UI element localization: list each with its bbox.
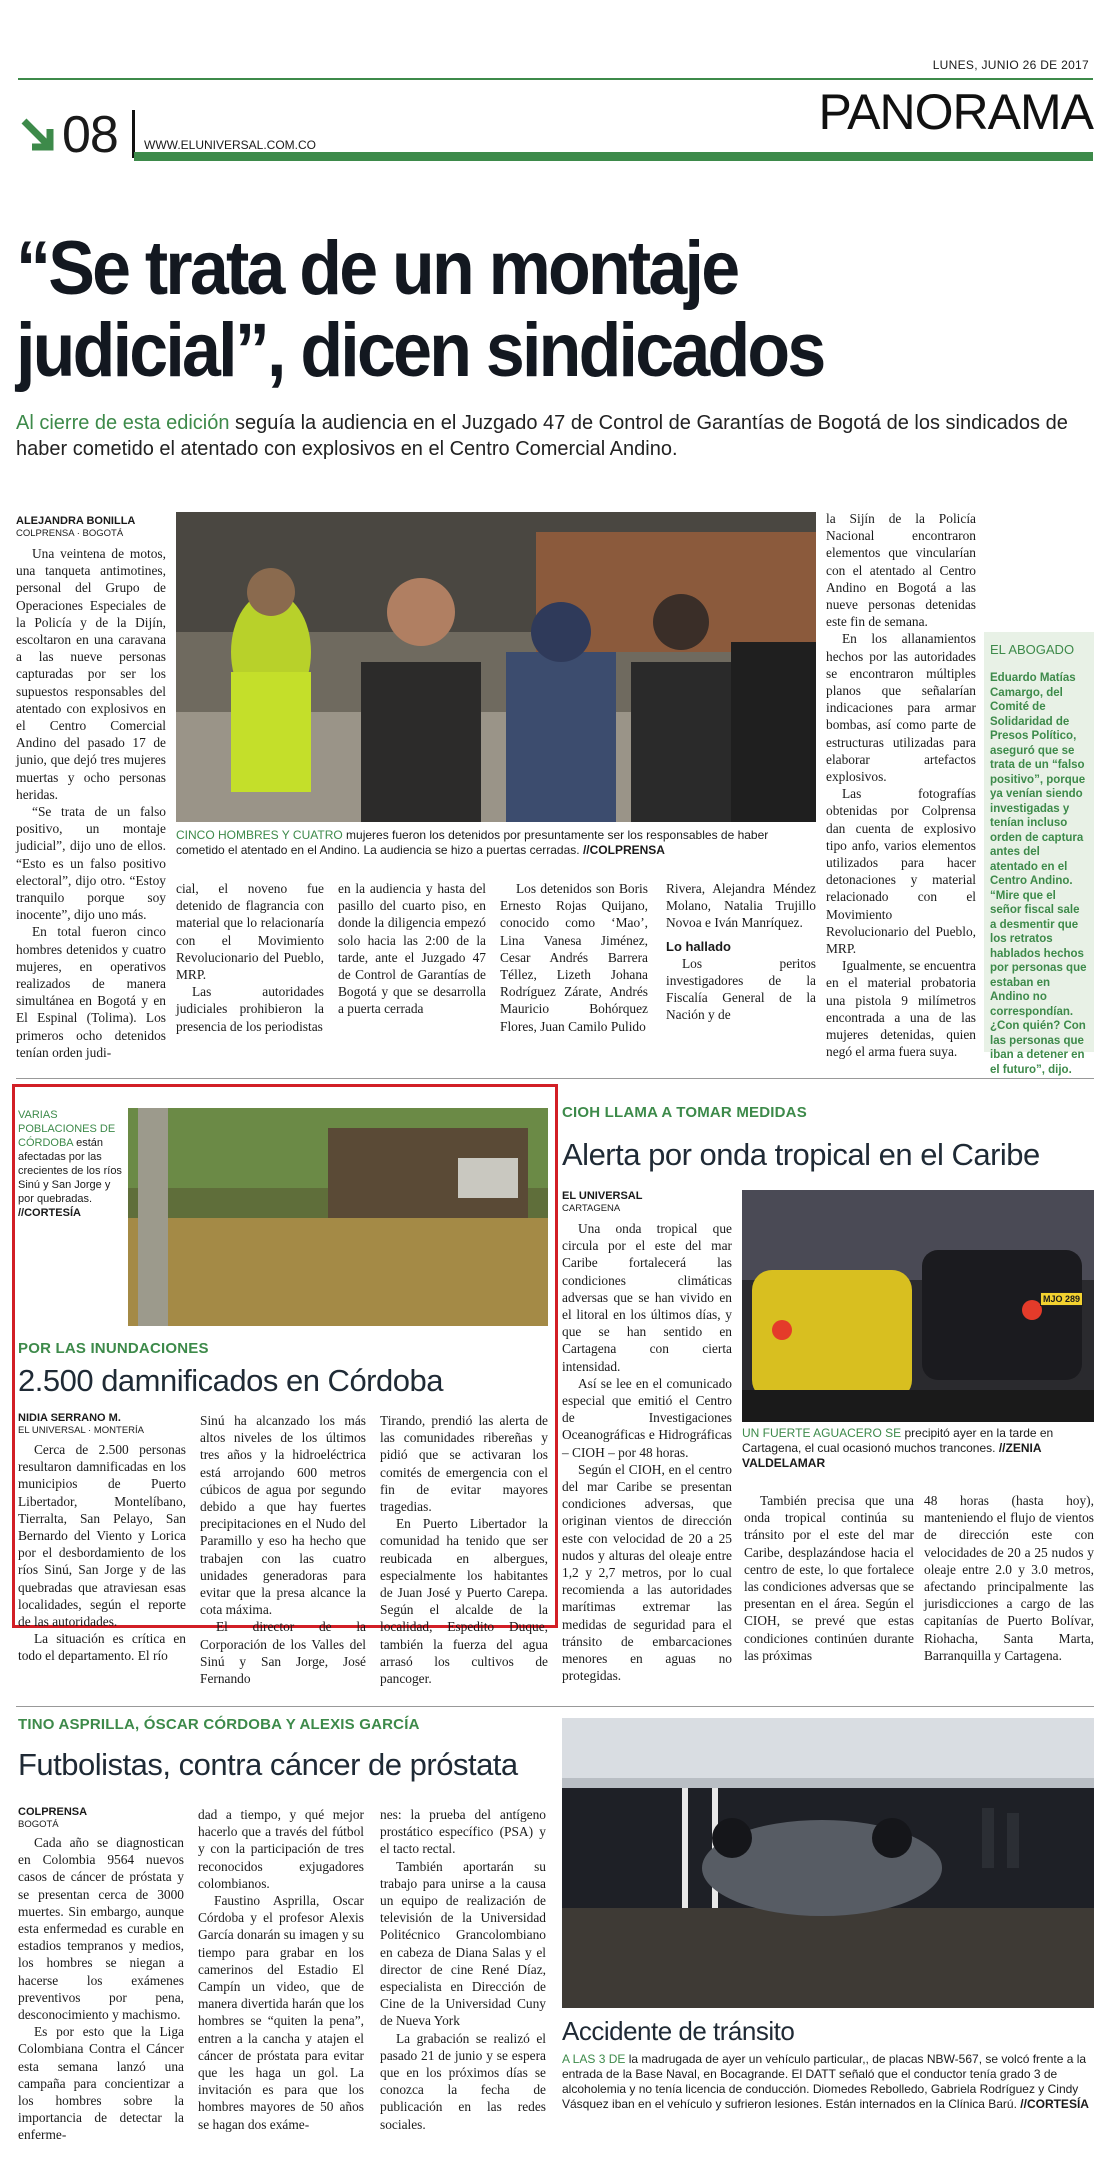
paragraph: Tirando, prendió las alerta de las comunidades ribereñas y pidió que se activaran los comités de emergencia con el fin de evitar mayores tragedias. xyxy=(380,1413,548,1515)
cordoba-byline xyxy=(18,1412,186,1441)
paragraph: nes: la prueba del antígeno prostático específico (PSA) y el tacto rectal. xyxy=(380,1807,546,1857)
futbol-column-3 xyxy=(380,1806,546,2133)
paragraph: Los peritos investigadores de la Fiscalía General de la Nación y de xyxy=(666,955,816,1023)
paragraph: Rivera, Alejandra Méndez Molano, Natalia Trujillo Novoa e Iván Manríquez. xyxy=(666,881,816,931)
futbol-kicker: TINO ASPRILLA, ÓSCAR CÓRDOBA Y ALEXIS GARCÍA xyxy=(18,1716,420,1733)
paragraph: Una veintena de motos, una tanqueta antimotines, personal del Grupo de Operaciones Especiales de la Policía y de la Dijín, escoltaron en una caravana a las nueve personas capturadas por ser los supuestos responsables del atentado con explosivos en el Centro Comercial Andino del pasado 17 de junio, que dejó tres mujeres muertas y ocho personas heridas. xyxy=(16,546,166,802)
cordoba-headline: 2.500 damnificados en Córdoba xyxy=(18,1363,443,1398)
sidebar-title: EL ABOGADO xyxy=(990,642,1075,657)
paragraph: 48 horas (hasta hoy), manteniendo el flujo de vientos de dirección este con velocidades de 20 a 25 nudos y oleaje entre 2.0 y 3.0 metros, afectando principalmente las jurisdicciones a cargo de las capitanías de Puerto Bolívar, Riohacha, Santa Marta, Barranquilla y Cartagena. xyxy=(924,1493,1094,1663)
accident-headline: Accidente de tránsito xyxy=(562,2016,795,2046)
arrow-icon xyxy=(20,117,54,151)
futbol-headline: Futbolistas, contra cáncer de próstata xyxy=(18,1747,518,1782)
deck-text: seguía la audiencia en el Juzgado 47 de Control de Garantías de Bogotá de los sindicados de haber cometido el atentado con explosivos en el Centro Comercial Andino. xyxy=(16,412,1068,460)
headline xyxy=(16,228,1010,392)
accident-caption xyxy=(562,2052,1094,2112)
caribe-column-1 xyxy=(562,1220,732,1684)
sidebar-text: Eduardo Matías Camargo, del Comité de Solidaridad de Presos Político, aseguró que se trata de un “falso positivo”, porque ya venían siendo investigadas y tenían incluso orden de captura antes del atentado en el Centro Andino. “Mire que el señor fiscal sale a desmentir que los retratos hablados hechos por personas que estaban en Andino no correspondían. ¿Con quién? Con las personas que iban a detener en el futuro”, dijo. xyxy=(990,672,1087,1076)
section-rule-top xyxy=(18,78,1093,80)
caribe-kicker: CIOH LLAMA A TOMAR MEDIDAS xyxy=(562,1104,807,1121)
caribe-column-3 xyxy=(924,1492,1094,1664)
lead-column-4 xyxy=(500,880,648,1035)
lead-photo xyxy=(176,512,816,822)
caption-lead: CINCO HOMBRES Y CUATRO xyxy=(176,828,343,842)
paragraph: Así se lee en el comunicado especial que emitió el Centro de Investigaciones Oceanográficas e Hidrográficas – CIOH – por 48 horas. xyxy=(562,1375,732,1460)
paragraph: La situación es crítica en todo el departamento. El río xyxy=(18,1631,186,1664)
caption-text: están afectadas por las crecientes de los ríos Sinú y San Jorge y por quebradas. xyxy=(18,1137,122,1205)
lead-column-2 xyxy=(176,880,324,1035)
cordoba-column-2 xyxy=(200,1412,366,1687)
lead-photo-caption xyxy=(176,828,816,858)
byline-author: COLPRENSA xyxy=(18,1806,88,1818)
futbol-column-1 xyxy=(18,1834,184,2144)
paragraph: Las fotografías obtenidas por Colprensa dan cuenta de explosivo tipo anfo, varios elementos utilizados para hacer detonaciones y material relacionado con el Movimiento Revolucionario del Pueblo, MRP. xyxy=(826,786,976,957)
futbol-byline xyxy=(18,1806,184,1835)
lead-byline xyxy=(16,515,166,544)
issue-date: LUNES, JUNIO 26 DE 2017 xyxy=(932,58,1089,72)
deck-highlight: Al cierre de esta edición xyxy=(16,412,230,434)
lead-column-6 xyxy=(826,510,976,1061)
deck xyxy=(16,410,1091,462)
caribe-headline: Alerta por onda tropical en el Caribe xyxy=(562,1137,1040,1172)
paragraph: Igualmente, se encuentra en el material probatoria una pistola 9 milímetros encontrada a una de las mujeres detenidas, quien negó el arma fuera suya. xyxy=(826,958,976,1060)
page-number-rule xyxy=(132,110,135,158)
lead-column-3 xyxy=(338,880,486,1018)
caption-text: mujeres fueron los detenidos por presuntamente ser los responsables de haber cometido el atentado en el Andino. La audiencia se hizo a puertas cerradas. xyxy=(176,828,769,857)
byline-author: NIDIA SERRANO M. xyxy=(18,1412,121,1424)
lead-column-1 xyxy=(16,545,166,1061)
license-plate: MJO 289 xyxy=(1040,1292,1083,1306)
photo-credit: //CORTESÍA xyxy=(18,1207,81,1219)
caption-text: precipitó ayer en la tarde en Cartagena, el cual ocasionó muchos trancones. xyxy=(742,1426,1054,1455)
paragraph: En total fueron cinco hombres detenidos y cuatro mujeres, en operativos realizados de manera simultánea en Bogotá y en El Espinal (Tolima). Los primeros ocho detenidos tenían orden judi- xyxy=(16,924,166,1060)
caption-lead: A LAS 3 DE xyxy=(562,2052,626,2066)
paragraph: Cerca de 2.500 personas resultaron damnificadas en los municipios de Puerto Libertador, Montelíbano, Tierralta, San Pelayo, San Bernardo del Viento y Lorica por el desbordamiento de los ríos Sinú, San Jorge y de las quebradas que atraviesan esas localidades, según el reporte de las autoridades. xyxy=(18,1442,186,1630)
caption-lead: UN FUERTE AGUACERO SE xyxy=(742,1426,902,1440)
photo-credit: //COLPRENSA xyxy=(579,843,665,857)
paragraph: Sinú ha alcanzado los más altos niveles de los últimos tres años y la hidroeléctrica está arrojando 600 metros cúbicos de agua por segundo debido a que hay fuertes precipitaciones en el Nudo del Paramillo y eso ha hecho que trabajen con las cuatro unidades generadoras para evitar que la presa alcance la cota máxima. xyxy=(200,1413,366,1618)
sidebar-box xyxy=(984,632,1094,1076)
divider xyxy=(16,1706,1094,1707)
caribe-column-2 xyxy=(744,1492,914,1664)
paragraph: la Sijín de la Policía Nacional encontraron elementos que vincularían con el atentado al Centro Andino en Bogotá a las nueve personas detenidas este fin de semana. xyxy=(826,511,976,630)
paragraph: en la audiencia y hasta del pasillo del cuarto piso, en donde la diligencia empezó solo hacia las 2:00 de la tarde, ante el Juzgado 47 de Control de Garantías de Bogotá y que se desarrolla a puerta cerrada xyxy=(338,881,486,1017)
cordoba-column-1 xyxy=(18,1441,186,1665)
byline-dateline: CARTAGENA xyxy=(562,1203,621,1214)
accident-photo xyxy=(562,1718,1094,2008)
cordoba-column-3 xyxy=(380,1412,548,1687)
paragraph: dad a tiempo, y qué mejor hacerlo que a través del fútbol y con la participación de tres reconocidos exjugadores colombianos. xyxy=(198,1807,364,1891)
divider xyxy=(16,1078,1094,1079)
photo-credit: //ZENIA VALDELAMAR xyxy=(742,1441,1042,1470)
paragraph: El director de la Corporación de los Valles del Sinú y San Jorge, José Fernando xyxy=(200,1619,366,1687)
caribe-byline xyxy=(562,1190,732,1219)
paragraph: Los detenidos son Boris Ernesto Rojas Quijano, conocido como ‘Mao’, Lina Vanesa Jiménez, Cesar Andrés Barrera Téllez, Lizeth Johana Rodríguez Zárate, Andrés Mauricio Bohórquez Flores, Juan Camilo Pulido xyxy=(500,881,648,1034)
page-number: 08 xyxy=(62,106,118,164)
headline-line-2: judicial”, dicen sindicados xyxy=(16,308,824,393)
paragraph: Cada año se diagnostican en Colombia 9564 nuevos casos de cáncer de próstata y se presentan cerca de 3000 muertes. Sin embargo, aunque esta enfermedad es curable en estadios tempranos y medios, los hombres se niegan a hacerse los exámenes preventivos por pena, desconocimiento y machismo. xyxy=(18,1835,184,2023)
cordoba-photo-caption xyxy=(18,1108,122,1220)
byline-dateline: EL UNIVERSAL · MONTERÍA xyxy=(18,1425,144,1436)
paragraph: cial, el noveno fue detenido de flagrancia con material que lo relacionaría con el Movimiento Revolucionario del Pueblo, MRP. xyxy=(176,881,324,983)
paragraph: También aportarán su trabajo para unirse a la causa un equipo de realización de televisión de la Universidad Politécnico Grancolombiano en cabeza de Diana Salas y el director de cine René Díaz, especialista en Dirección de Cine de la Universidad Cuny de Nueva York xyxy=(380,1858,546,2029)
section-rule-bottom xyxy=(134,152,1093,161)
headline-line-1: “Se trata de un montaje xyxy=(16,226,738,311)
lead-column-5 xyxy=(666,880,816,1024)
caption-text: la madrugada de ayer un vehículo particular,, de placas NBW-567, se volcó frente a la entrada de la Base Naval, en Bocagrande. El DATT señaló que el conductor tenía grado 3 de alcoholemia y no tenía licencia de conducción. Diomedes Rebolledo, Gabriela Rodríguez y Cindy Vásquez iban en el vehículo y sufrieron lesiones. Están internados en la Clínica Barú. xyxy=(562,2052,1087,2111)
paragraph: Según el CIOH, en el centro del mar Caribe se presentan condiciones adversas, que originan vientos de dirección este con velocidad de 20 a 25 nudos y alturas del oleaje entre 1,2 y 2,7 metros, por lo cual recomienda a las autoridades marítimas extremar las medidas de seguridad para el tránsito de embarcaciones menores en aguas no protegidas. xyxy=(562,1461,732,1684)
caption-lead: VARIAS POBLACIONES DE CÓRDOBA xyxy=(18,1109,116,1149)
cordoba-kicker: POR LAS INUNDACIONES xyxy=(18,1340,209,1357)
photo-credit: //CORTESÍA xyxy=(1016,2097,1089,2111)
paragraph: Faustino Asprilla, Oscar Córdoba y el profesor Alexis García donarán su imagen y su tiempo para grabar en los camerinos del Estadio El Campín un video, que de manera divertida harán que los hombres se “quiten la pena”, entren a la cancha y atajen el cáncer de próstata para evitar que les haga un gol. La invitación es para que los hombres mayores de 50 años se hagan dos exáme- xyxy=(198,1893,364,2132)
subheading: Lo hallado xyxy=(666,938,731,954)
website-link[interactable]: WWW.ELUNIVERSAL.COM.CO xyxy=(144,138,317,152)
caribe-photo xyxy=(742,1190,1094,1422)
paragraph: En los allanamientos hechos por las autoridades se encontraron múltiples planos que señalarían indicaciones para armar bombas, así como parte de estructuras utilizadas para elaborar artefactos explosivos. xyxy=(826,631,976,785)
caribe-photo-caption xyxy=(742,1426,1094,1471)
futbol-column-2 xyxy=(198,1806,364,2133)
paragraph: En Puerto Libertador la comunidad ha tenido que ser reubicada en albergues, especialmente los habitantes de Juan José y Puerto Carepa. Según el alcalde de la localidad, Espedito Duque, también la fuerza del agua arrasó los cultivos de pancoger. xyxy=(380,1516,548,1687)
paragraph: Las autoridades judiciales prohibieron la presencia de los periodistas xyxy=(176,984,324,1034)
paragraph: Es por esto que la Liga Colombiana Contra el Cáncer esta semana lanzó una campaña para concientizar a los hombres sobre la importancia de detectar la enferme- xyxy=(18,2024,184,2143)
cordoba-photo xyxy=(128,1108,548,1326)
byline-author: EL UNIVERSAL xyxy=(562,1190,643,1202)
paragraph: “Se trata de un falso positivo, un montaje judicial”, dijo uno de ellos. “Esto es un falso positivo electoral”, dijo otro. “Estoy tranquilo porque soy inocente”, dijo uno más. xyxy=(16,804,166,923)
paragraph: La grabación se realizó el pasado 21 de junio y se espera que en los próximos días se conozca la fecha de publicación en las redes sociales. xyxy=(380,2030,546,2132)
paragraph: También precisa que una onda tropical continúa su tránsito por el este del mar Caribe, desplazándose hacia el centro de este, lo que fortalece las condiciones adversas que se presentan en el área. Según el CIOH, se prevé que estas condiciones continúen durante las próximas xyxy=(744,1493,914,1663)
byline-dateline: BOGOTÁ xyxy=(18,1819,59,1830)
paragraph: Una onda tropical que circula por el este del mar Caribe fortalecerá las condiciones climáticas adversas que se han vivido en el litoral en los últimos días, y que se han sentido en Cartagena con cierta intensidad. xyxy=(562,1221,732,1374)
section-title: PANORAMA xyxy=(818,84,1093,140)
byline-author: ALEJANDRA BONILLA xyxy=(16,515,136,527)
byline-dateline: COLPRENSA · BOGOTÁ xyxy=(16,528,124,539)
